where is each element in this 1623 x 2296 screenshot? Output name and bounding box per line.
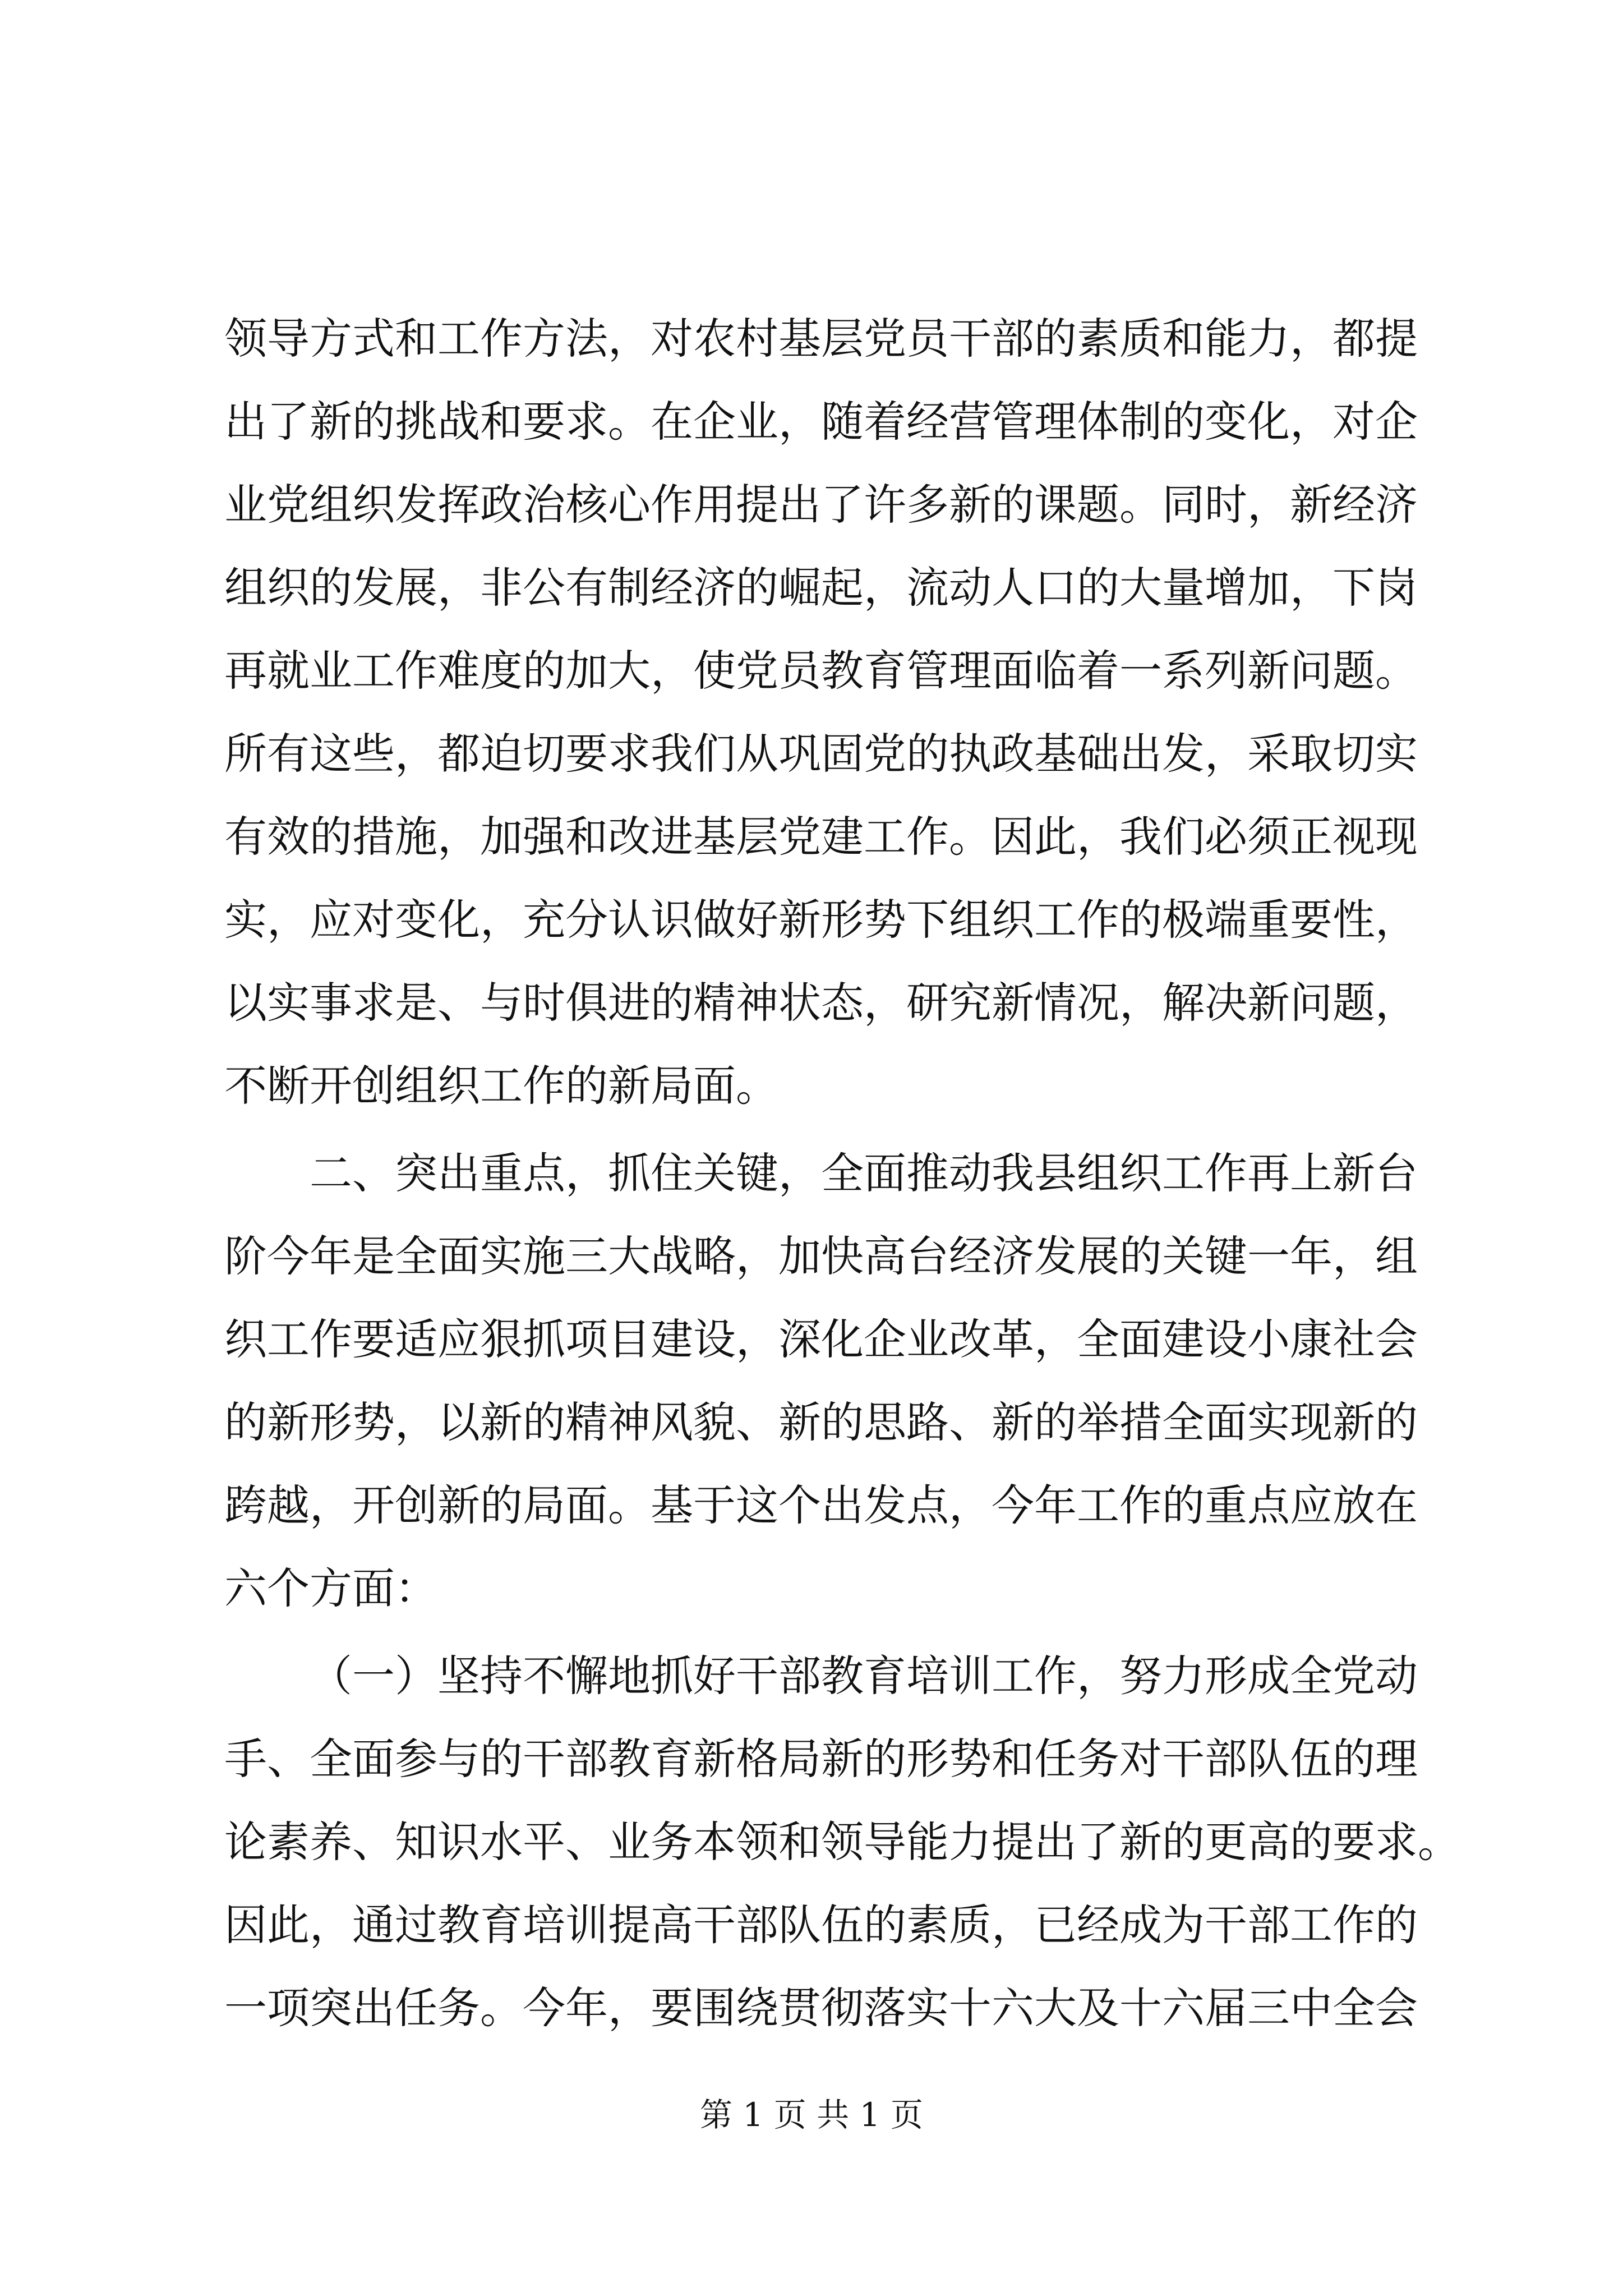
text-line: 组织的发展，非公有制经济的崛起，流动人口的大量增加，下岗: [224, 563, 1418, 613]
text-line: 以实事求是、与时俱进的精神状态，研究新情况，解决新问题，: [224, 978, 1418, 1028]
text-line: 因此，通过教育培训提高干部队伍的素质，已经成为干部工作的: [224, 1900, 1418, 1950]
text-line: 有效的措施，加强和改进基层党建工作。因此，我们必须正视现: [224, 812, 1418, 862]
subsection-heading-line: （一）坚持不懈地抓好干部教育培训工作，努力形成全党动: [310, 1651, 1418, 1701]
text-line: 领导方式和工作方法，对农村基层党员干部的素质和能力，都提: [224, 314, 1418, 364]
text-line: 六个方面：: [224, 1563, 437, 1613]
text-line: 跨越，开创新的局面。基于这个出发点，今年工作的重点应放在: [224, 1480, 1418, 1530]
section-heading-line: 二、突出重点，抓住关键，全面推动我县组织工作再上新台: [310, 1148, 1418, 1198]
text-line: 论素养、知识水平、业务本领和领导能力提出了新的更高的要求。: [224, 1817, 1460, 1867]
document-body: [224, 297, 1460, 2050]
text-line: 再就业工作难度的加大，使党员教育管理面临着一系列新问题。: [224, 646, 1418, 696]
text-line: 的新形势，以新的精神风貌、新的思路、新的举措全面实现新的: [224, 1397, 1418, 1447]
text-line: 业党组织发挥政治核心作用提出了许多新的课题。同时，新经济: [224, 480, 1418, 530]
text-line: 实，应对变化，充分认识做好新形势下组织工作的极端重要性，: [224, 895, 1418, 945]
page-footer: 第 1 页 共 1 页: [700, 2096, 923, 2134]
text-line: 阶今年是全面实施三大战略，加快高台经济发展的关键一年，组: [224, 1231, 1418, 1281]
text-line: 所有这些，都迫切要求我们从巩固党的执政基础出发，采取切实: [224, 729, 1418, 779]
text-line: 一项突出任务。今年，要围绕贯彻落实十六大及十六届三中全会: [224, 1983, 1418, 2033]
text-line: 织工作要适应狠抓项目建设，深化企业改革，全面建设小康社会: [224, 1314, 1418, 1364]
text-line: 出了新的挑战和要求。在企业，随着经营管理体制的变化，对企: [224, 397, 1418, 447]
text-line: 手、全面参与的干部教育新格局新的形势和任务对干部队伍的理: [224, 1734, 1418, 1784]
text-line: 不断开创组织工作的新局面。: [224, 1061, 778, 1111]
